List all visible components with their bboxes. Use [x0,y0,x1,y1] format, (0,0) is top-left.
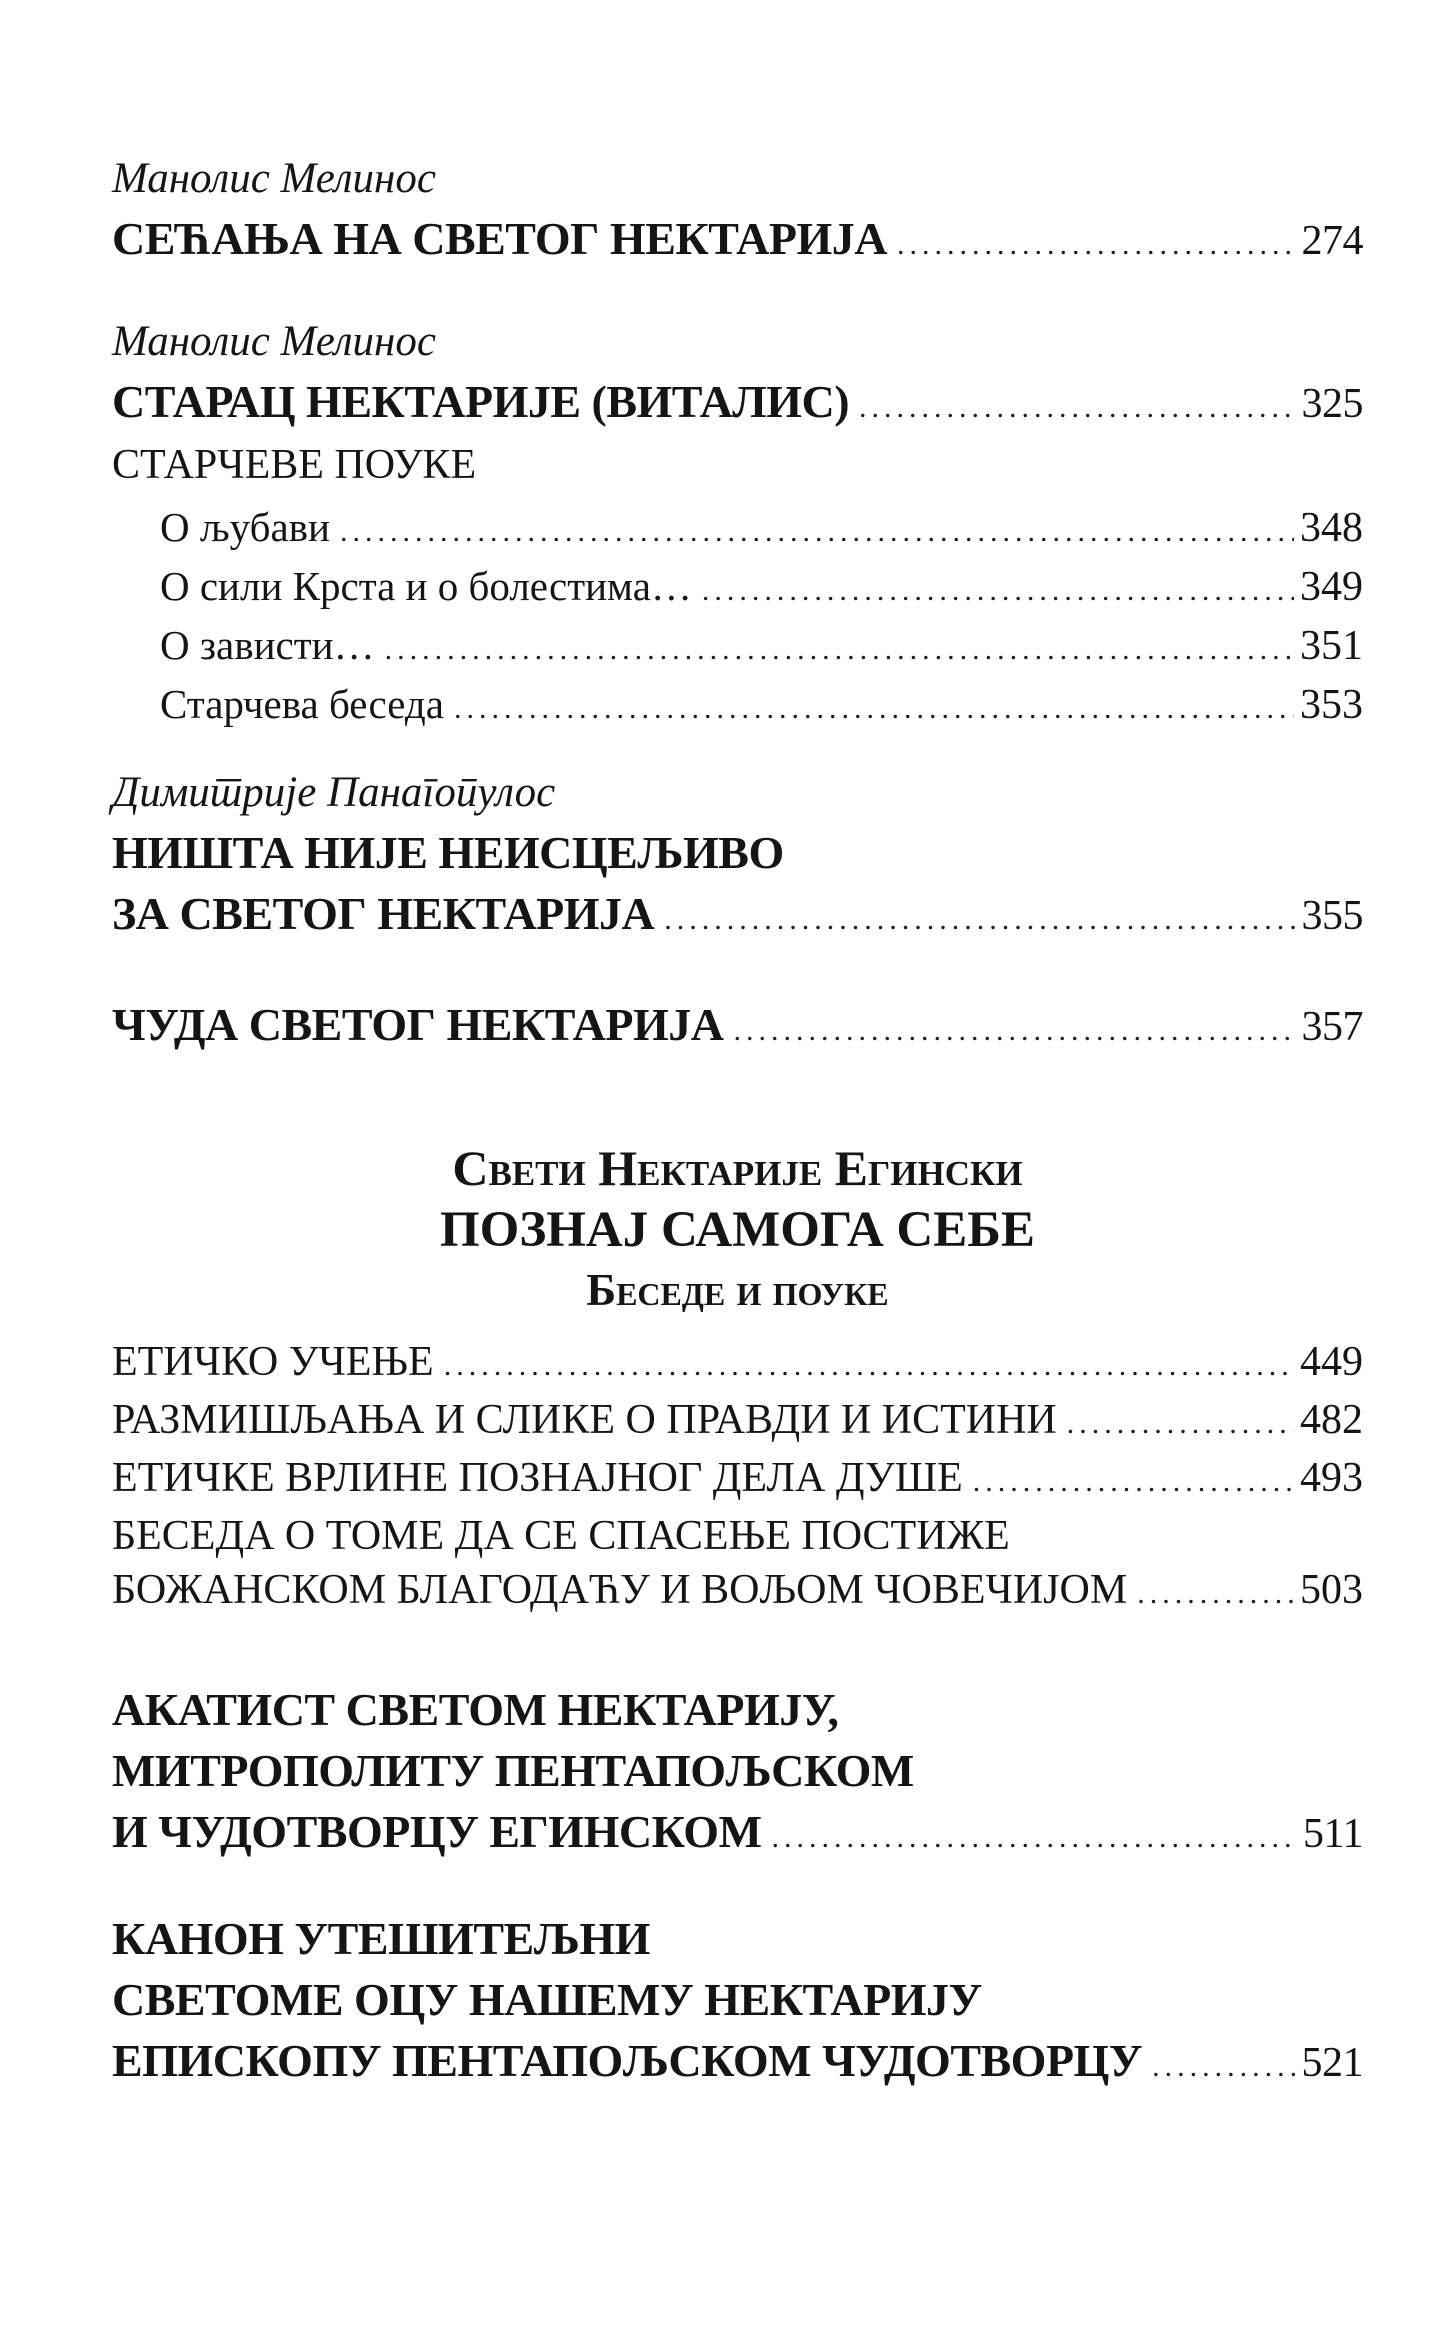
dot-leader [454,677,1294,736]
section-heading-title [112,1199,1363,1261]
toc-sub-entry [112,500,1363,559]
toc-entry-page: 357 [1301,1004,1363,1050]
toc-author-name: Манолис Мелинос [112,155,436,202]
dot-leader [772,1801,1298,1868]
toc-author-name: Димитрије Панагопулос [112,769,556,816]
toc-entry-title: НИШТА НИЈЕ НЕИСЦЕЉИВО [112,827,784,878]
dot-leader [733,994,1295,1061]
toc-entry-title: СТАРАЦ НЕКТАРИЈЕ (ВИТАЛИС) [112,376,850,427]
toc-entry-title: ЕТИЧКЕ ВРЛИНЕ ПОЗНАЈНОГ ДЕЛА ДУШЕ [112,1455,963,1501]
toc-entry-page: 325 [1301,381,1363,427]
toc-entry-title: БЕСЕДА О ТОМЕ ДА СЕ СПАСЕЊЕ ПОСТИЖЕ [112,1513,1010,1559]
dot-leader [1137,1563,1294,1621]
toc-entry [112,208,1363,275]
toc-entry-page: 511 [1303,1811,1363,1857]
toc-sub-entry [112,559,1363,618]
toc-entry-title: КАНОН УТЕШИТЕЉНИ [112,1913,650,1964]
dot-leader [1152,2030,1295,2097]
toc-entry [112,1451,1363,1509]
toc-entry-page: 348 [1300,505,1363,551]
toc-entry-line [112,1969,1363,2030]
toc-entry-page: 482 [1300,1397,1363,1443]
toc-entry-page: 355 [1301,893,1363,939]
toc-entry [112,883,1363,950]
toc-author [112,764,1363,822]
toc-entry [112,994,1363,1061]
toc-entry-page: 521 [1301,2040,1363,2086]
toc-author [112,313,1363,371]
toc-author [112,150,1363,208]
toc-entry-title: О сили Крста и о болестима… [160,563,692,609]
toc-entry-title: ЕПИСКОПУ ПЕНТАПОЉСКОМ ЧУДОТВОРЦУ [112,2035,1143,2086]
toc-entry-line [112,822,1363,883]
dot-leader [664,883,1295,950]
toc-entry-title: ЧУДА СВЕТОГ НЕКТАРИЈА [112,999,724,1050]
toc-entry-line [112,1908,1363,1969]
toc-entry-page: 351 [1300,623,1363,669]
toc-entry [112,371,1363,438]
dot-leader [973,1451,1294,1509]
dot-leader [444,1335,1294,1393]
toc-entry-line [112,1509,1363,1563]
toc-entry-page: 349 [1300,564,1363,610]
section-heading-title-text: ПОЗНАЈ САМОГА СЕБЕ [440,1202,1035,1258]
dot-leader [385,618,1294,677]
toc-entry-page: 493 [1300,1455,1363,1501]
toc-entry-page: 503 [1300,1567,1363,1613]
dot-leader [859,371,1295,438]
toc-entry [112,1393,1363,1451]
section-heading-author [112,1137,1363,1199]
toc-sub-entry [112,618,1363,677]
toc-entry-line [112,1679,1363,1740]
toc-author-name: Манолис Мелинос [112,318,436,365]
toc-entry-title: РАЗМИШЉАЊА И СЛИКЕ О ПРАВДИ И ИСТИНИ [112,1397,1057,1443]
toc-entry-title: СВЕТОМЕ ОЦУ НАШЕМУ НЕКТАРИЈУ [112,1974,982,2025]
toc-entry-title: БОЖАНСКОМ БЛАГОДАЋУ И ВОЉОМ ЧОВЕЧИЈОМ [112,1567,1128,1613]
toc-entry-page: 353 [1300,682,1363,728]
dot-leader [702,559,1294,618]
toc-sub-entry [112,677,1363,736]
toc-entry [112,1801,1363,1868]
toc-entry-title: О зависти… [160,622,375,668]
dot-leader [340,500,1294,559]
toc-entry-page: 274 [1301,218,1363,264]
toc-entry-title: И ЧУДОТВОРЦУ ЕГИНСКОМ [112,1806,762,1857]
toc-entry-title: МИТРОПОЛИТУ ПЕНТАПОЉСКОМ [112,1745,914,1796]
toc-entry-line [112,1740,1363,1801]
toc-entry-title: АКАТИСТ СВЕТОМ НЕКТАРИЈУ, [112,1684,839,1735]
toc-entry [112,1335,1363,1393]
toc-entry [112,2030,1363,2097]
toc-entry-title: Старчева беседа [160,681,444,727]
toc-entry [112,1563,1363,1621]
dot-leader [1067,1393,1294,1451]
dot-leader [897,208,1296,275]
toc-subheading-title: СТАРЧЕВЕ ПОУКЕ [112,442,477,488]
toc-entry-title: ЗА СВЕТОГ НЕКТАРИЈА [112,888,655,939]
section-heading-author-name: Свети Нектарије Егински [452,1140,1023,1196]
toc-entry-title: ЕТИЧКО УЧЕЊЕ [112,1339,434,1385]
toc-entry-title: О љубави [160,504,330,550]
toc-entry-title: СЕЋАЊА НА СВЕТОГ НЕКТАРИЈА [112,213,887,264]
toc-entry-page: 449 [1300,1339,1363,1385]
toc-subheading [112,438,1363,492]
section-heading-subtitle [112,1261,1363,1319]
section-heading-subtitle-text: Беседе и поуке [586,1265,889,1315]
